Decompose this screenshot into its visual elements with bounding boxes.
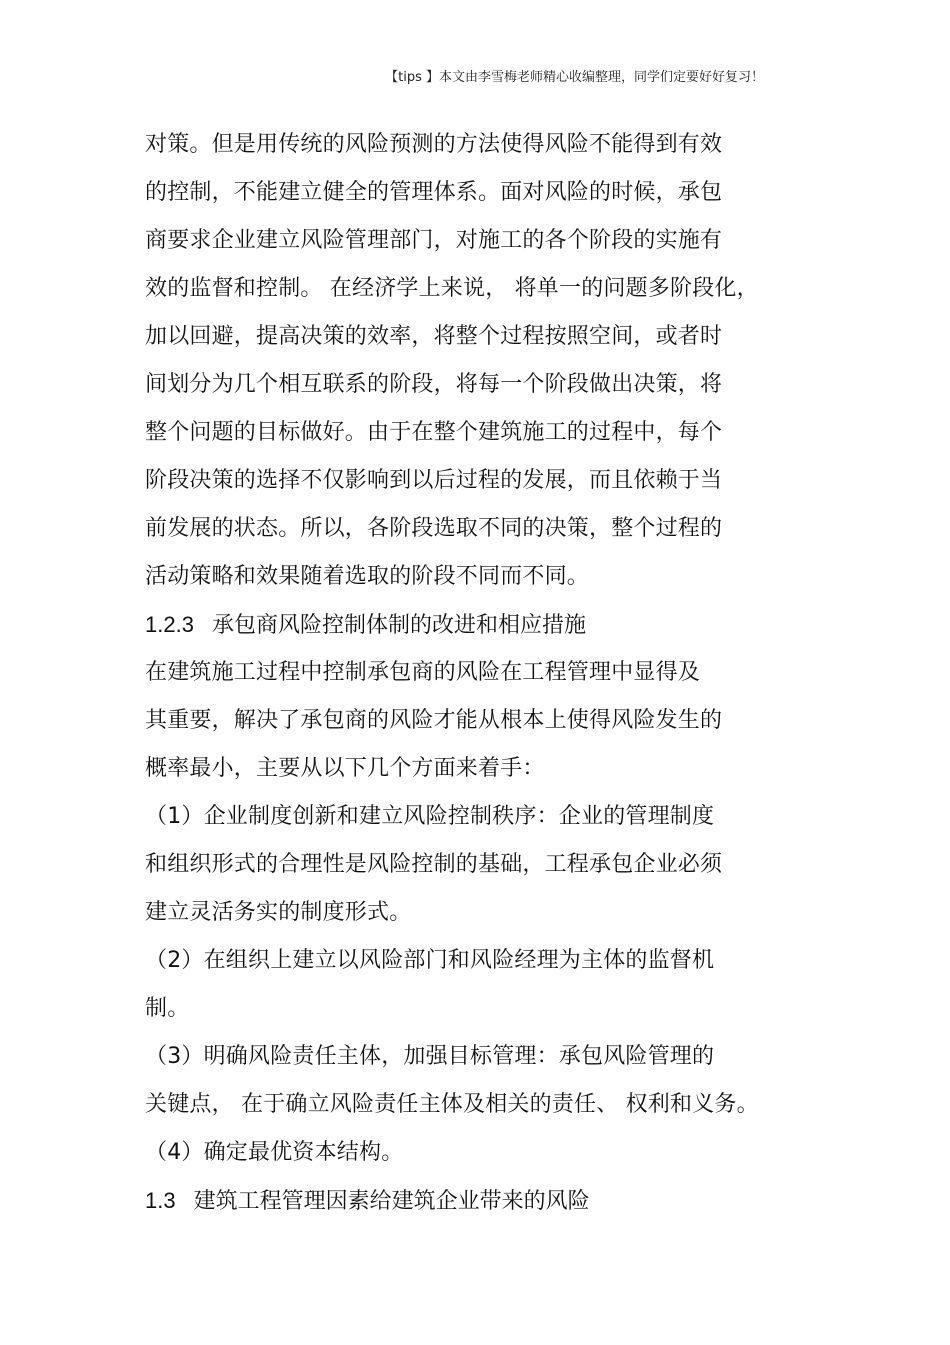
body-line: 和组织形式的合理性是风险控制的基础，工程承包企业必须 [145, 852, 723, 877]
body-line: 间划分为几个相互联系的阶段，将每一个阶段做出决策，将 [145, 372, 723, 397]
body-line: 制。 [145, 996, 190, 1021]
section-heading-1-3 [145, 1186, 590, 1217]
body-line: 对策。但是用传统的风险预测的方法使得风险不能得到有效 [145, 132, 723, 157]
body-line: 关键点， 在于确立风险责任主体及相关的责任、 权利和义务。 [145, 1092, 759, 1117]
body-line: （2）在组织上建立以风险部门和风险经理为主体的监督机 [145, 948, 715, 973]
body-line: 在建筑施工过程中控制承包商的风险在工程管理中显得及 [145, 660, 701, 685]
body-line: 其重要，解决了承包商的风险才能从根本上使得风险发生的 [145, 708, 723, 733]
body-line: 阶段决策的选择不仅影响到以后过程的发展，而且依赖于当 [145, 468, 723, 493]
header-tips: 【tips 】本文由李雪梅老师精心收编整理，同学们定要好好复习！ [385, 70, 764, 85]
body-line: 前发展的状态。所以，各阶段选取不同的决策，整个过程的 [145, 516, 723, 541]
section-number: 1.2.3 [145, 612, 194, 637]
body-line: 商要求企业建立风险管理部门，对施工的各个阶段的实施有 [145, 228, 723, 253]
body-line: 建立灵活务实的制度形式。 [145, 900, 412, 925]
section-heading-1-2-3 [145, 610, 586, 641]
body-line: （1）企业制度创新和建立风险控制秩序：企业的管理制度 [145, 804, 715, 829]
body-line: 的控制，不能建立健全的管理体系。面对风险的时候，承包 [145, 180, 723, 205]
body-line: 效的监督和控制。 在经济学上来说， 将单一的问题多阶段化， [145, 276, 759, 301]
body-line: （3）明确风险责任主体，加强目标管理：承包风险管理的 [145, 1044, 715, 1069]
section-title: 建筑工程管理因素给建筑企业带来的风险 [193, 1189, 590, 1214]
body-line: 加以回避，提高决策的效率，将整个过程按照空间，或者时 [145, 324, 723, 349]
body-line: 概率最小，主要从以下几个方面来着手： [145, 756, 545, 781]
body-line: （4）确定最优资本结构。 [145, 1140, 404, 1165]
section-title: 承包商风险控制体制的改进和相应措施 [211, 613, 586, 638]
body-line: 活动策略和效果随着选取的阶段不同而不同。 [145, 564, 590, 589]
body-line: 整个问题的目标做好。由于在整个建筑施工的过程中，每个 [145, 420, 723, 445]
section-number: 1.3 [145, 1188, 176, 1213]
